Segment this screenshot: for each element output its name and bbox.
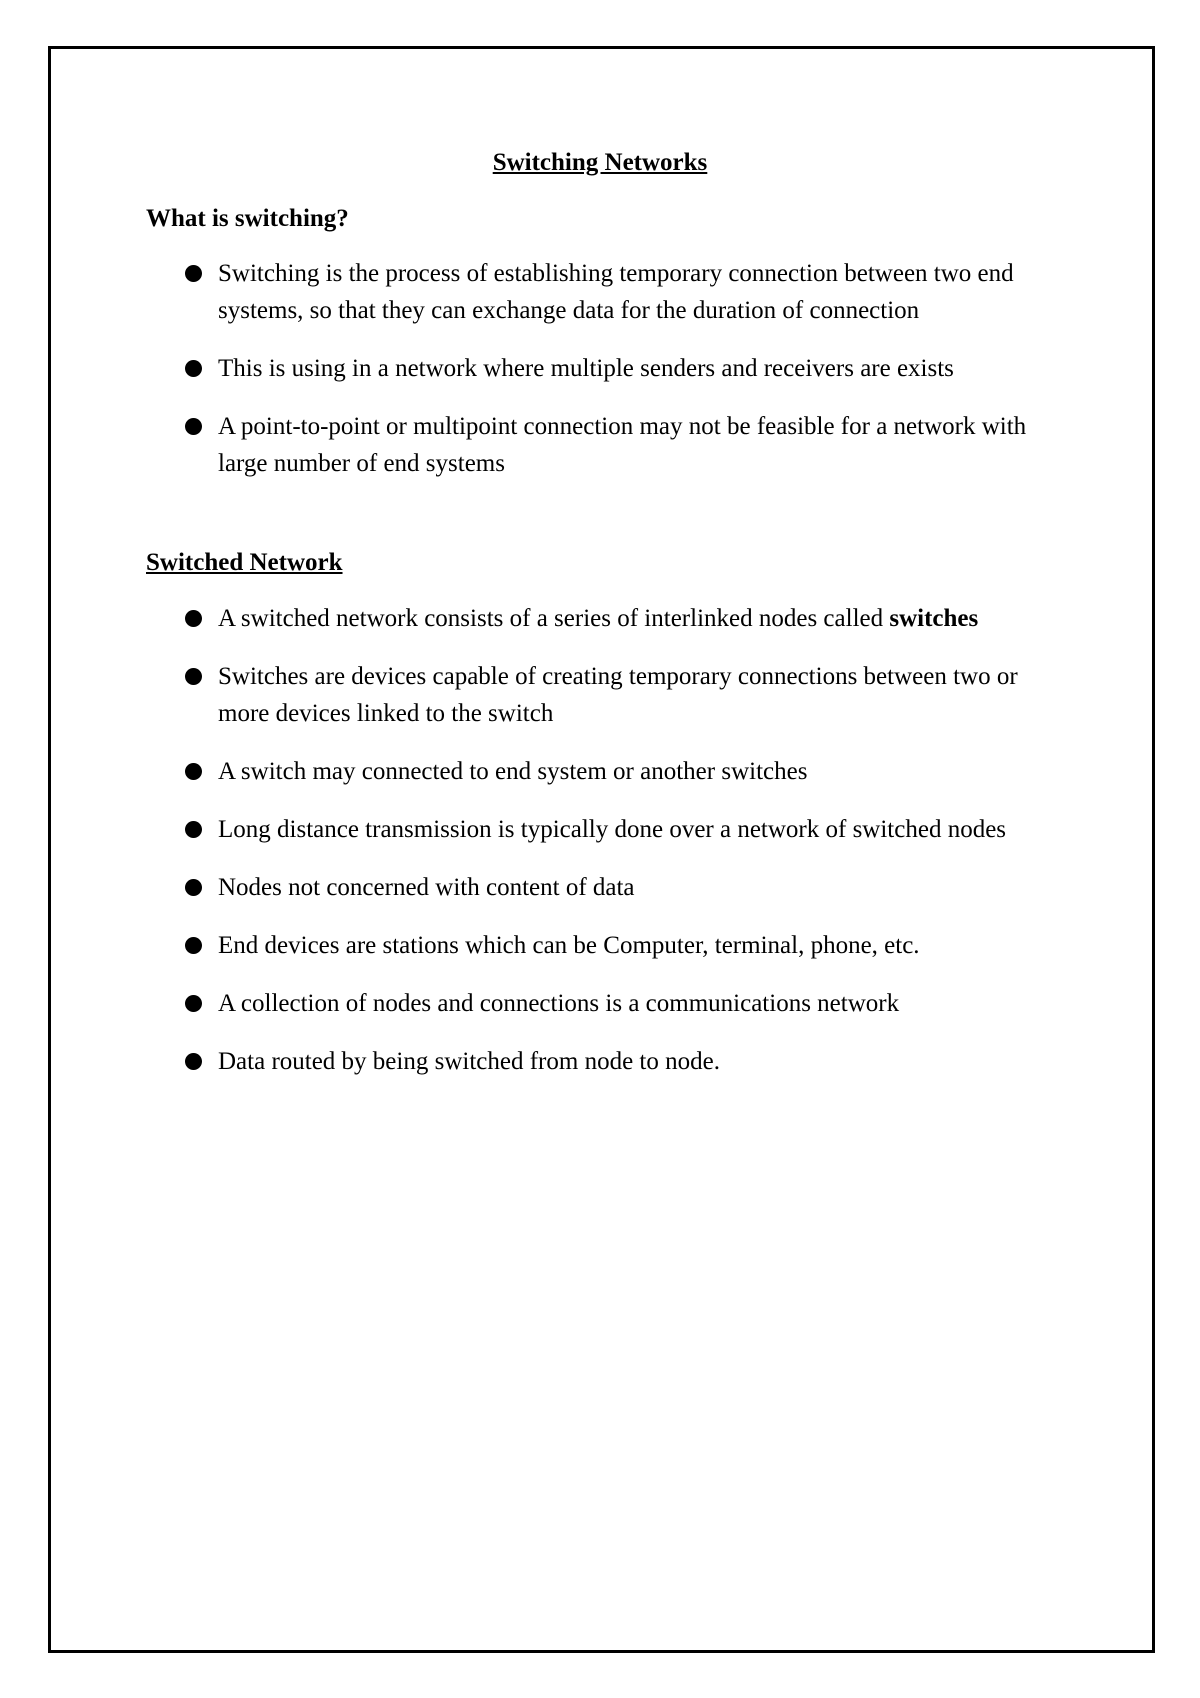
list-item-text: This is using in a network where multiple senders and receivers are exists [218,355,954,382]
bullet-icon [185,360,202,377]
bullet-icon [185,418,202,435]
section-heading-switched-network: Switched Network [146,549,343,576]
list-item [0,927,1200,964]
list-item-text: A switched network consists of a series of interlinked nodes called [218,605,884,632]
list-item [0,600,1200,637]
list-item [0,811,1200,848]
list-item-text: Long distance transmission is typically done over a network of switched nodes [218,816,1007,843]
section-heading-what-is-switching: What is switching? [146,205,349,232]
bullet-icon [185,763,202,780]
document-title: Switching Networks [492,149,708,176]
list-item [0,869,1200,906]
list-item [0,408,1200,482]
list-item [0,753,1200,790]
bullet-icon [185,995,202,1012]
list-item [0,985,1200,1022]
list-item [0,1043,1200,1080]
list-item-text: Data routed by being switched from node to node. [218,1048,720,1075]
list-item-bold-term: switches [889,605,979,632]
bullet-list-what-is-switching [0,255,1200,503]
list-item-text: Switches are devices capable of creating temporary connections between two or more devices linked to the switch [218,663,1018,727]
bullet-icon [185,879,202,896]
list-item-text: Switching is the process of establishing temporary connection between two end systems, so that they can exchange data for the duration of connection [218,260,1014,324]
bullet-icon [185,668,202,685]
bullet-icon [185,821,202,838]
bullet-icon [185,1053,202,1070]
list-item-text: A switch may connected to end system or another switches [218,758,808,785]
list-item [0,658,1200,732]
list-item [0,255,1200,329]
bullet-list-switched-network [0,600,1200,1101]
bullet-icon [185,937,202,954]
bullet-icon [185,265,202,282]
list-item [0,350,1200,387]
list-item-text: Nodes not concerned with content of data [218,874,635,901]
list-item-text: A collection of nodes and connections is a communications network [218,990,900,1017]
list-item-text: End devices are stations which can be Computer, terminal, phone, etc. [218,932,920,959]
bullet-icon [185,610,202,627]
list-item-text: A point-to-point or multipoint connection may not be feasible for a network with large number of end systems [218,413,1027,477]
